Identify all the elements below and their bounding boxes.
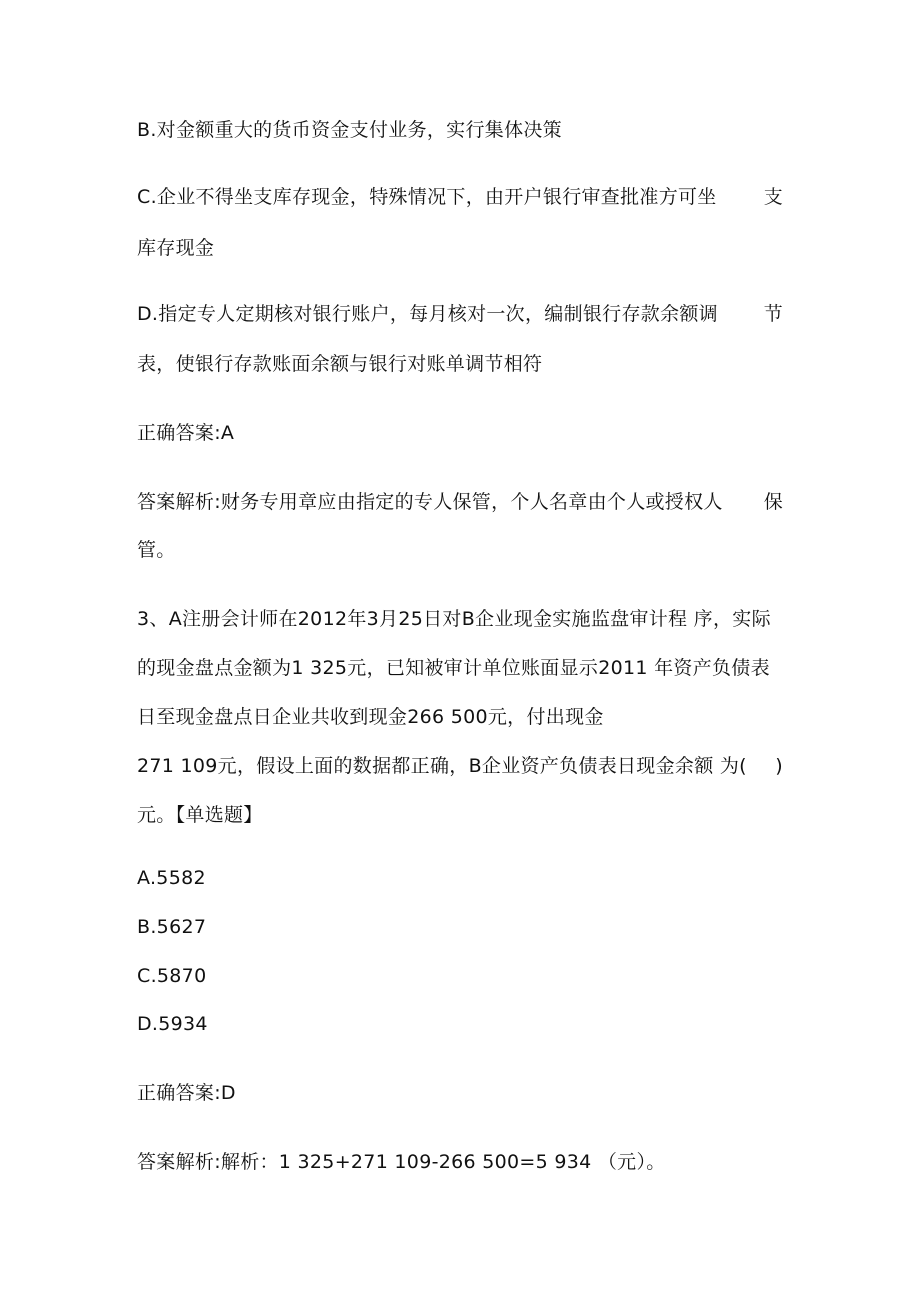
q3-stem-line5: 元。【单选题】 [137,804,263,826]
q2-option-c-text: C.企业不得坐支库存现金，特殊情况下，由开户银行审查批准方可坐 [137,186,717,208]
q3-correct-answer: 正确答案:D [137,1082,236,1104]
q3-stem-line1: 3、A注册会计师在2012年3月25日对B企业现金实施监盘审计程 序，实际 [137,608,771,630]
q3-stem-line3: 日至现金盘点日企业共收到现金266 500元，付出现金 [137,706,604,728]
q2-option-c-line1 [137,185,783,209]
q3-stem-line2: 的现金盘点金额为1 325元，已知被审计单位账面显示2011 年资产负债表 [137,657,770,679]
q2-analysis-line1 [137,490,783,514]
q3-analysis: 答案解析:解析：1 325+271 109-266 500=5 934 （元）。 [137,1151,666,1173]
q2-option-d-line1 [137,302,783,326]
q2-option-b: B.对金额重大的货币资金支付业务，实行集体决策 [137,119,562,141]
q3-stem-line4-end: ) [775,755,783,777]
q2-option-d-text: D.指定专人定期核对银行账户，每月核对一次，编制银行存款余额调 [137,303,718,325]
q3-option-c: C.5870 [137,965,207,987]
q2-option-d-end: 节 [763,303,783,325]
q3-option-b: B.5627 [137,916,207,938]
q2-option-c-line2: 库存现金 [137,237,215,259]
q3-stem-line4 [137,754,783,778]
q2-analysis-end: 保 [763,491,783,513]
q3-stem-line4-text: 271 109元，假设上面的数据都正确，B企业资产负债表日现金余额 为( [137,755,747,777]
q2-option-c-end: 支 [763,186,783,208]
q2-correct-answer: 正确答案:A [137,422,235,444]
q2-option-d-line2: 表，使银行存款账面余额与银行对账单调节相符 [137,353,543,375]
q3-option-a: A.5582 [137,867,206,889]
q3-option-d: D.5934 [137,1013,208,1035]
q2-analysis-text: 答案解析:财务专用章应由指定的专人保管，个人名章由个人或授权人 [137,491,723,513]
q2-analysis-line2: 管。 [137,539,176,561]
